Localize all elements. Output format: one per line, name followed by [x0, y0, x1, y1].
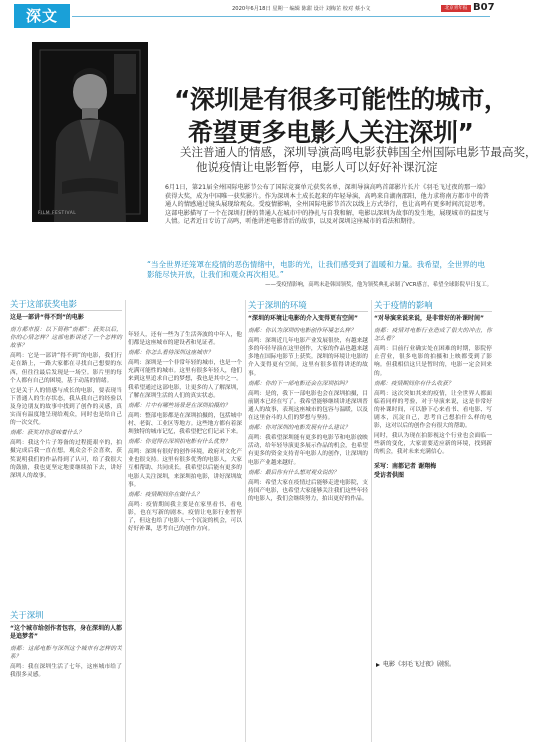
section-heading: 关于这部获奖电影	[10, 300, 122, 311]
pull-quote-attribution: ——受疫情影响，高鸣未赴韩国领奖，他为领奖典礼录制了VCR感言，希望全球影院早日复工。	[265, 281, 492, 288]
section-heading: 关于深圳	[10, 611, 122, 622]
question: 南都：片中有哪些场景是在深圳拍摄的？	[128, 402, 231, 409]
edition-badge: 北京青年报	[441, 5, 471, 12]
answer: 高鸣：我这个片子筹备的过程挺艰辛的，拍摄完成后我一直在想，观众会不会喜欢，获奖说明我们的作品得到了认可，给了我很大的鼓励，我也更坚定地要继续拍下去，讲好深圳人的故事。	[10, 440, 122, 479]
answer: 高鸣：是的，我下一部电影也会在深圳拍摄，目前剧本已经在写了。我希望能够继续讲述深圳普通人的故事，表现这座城市的包容与温暖，以及在这里奋斗的人们的梦想与坚持。	[248, 390, 368, 422]
header-meta: 2020年6月18日 星期一 编辑 陈甜 设计 刘梅芷 校对 蔡小文	[232, 6, 371, 12]
question: 南都：你的下一部电影还会在深圳拍吗？	[248, 380, 351, 387]
question: 南都：你怎么看待深圳这座城市？	[128, 350, 214, 357]
pull-quote-text: “当全世界还笼罩在疫情的恶伤情绪中，电影的光，让我们感受到了温暖和力量。我希望，全世界的电影能尽快开放，让我们和观众再次相见。”	[147, 260, 486, 279]
section-heading: 关于深圳的环境	[248, 301, 368, 312]
question: 南都：获奖对你意味着什么？	[10, 430, 84, 437]
article-column-1	[10, 300, 122, 482]
header-rule	[72, 16, 490, 17]
intro-paragraph: 6月1日，第21届全州国际电影节公布了国际竞赛单元获奖名单，深圳导演高鸣首部影片长片《羽毛飞过夜的那一端》获得大奖，成为中国唯一获奖影片。作为深圳本土成长起来的年轻导演，高鸣来自湖南邵阳，他力求将南方都市中的普通人的情感通过镜头展现给观众。受疫情影响，全州国际电影节首次以线上方式举行，也让高鸣有更多时间沉淀思考。这部电影描写了一个在深圳打拼的普通人在城市中的挣扎与自我和解，电影以深圳为故事的发生地，展现城市的温度与人情。记者近日专访了高鸣，听他讲述电影背后的故事，以及对深圳这座城市的看法和期待。	[165, 184, 489, 226]
question: 南都：你觉得在深圳拍电影有什么优势？	[128, 439, 231, 446]
subheadline-line-1: 关注普通人的情感，深圳导演高鸣电影获韩国全州国际电影节最高奖，	[180, 145, 537, 159]
article-column-3	[248, 301, 368, 505]
answer: 它是关于人的情感与成长的电影，要表现当下普通人的生存状态，我从我自己的经验以及身边朋友的故事中找到了创作的灵感，真实而有温度地呈现给观众，同时也是给自己的一次交代。	[10, 387, 122, 427]
question: 南方都市报：以下简称“南都”：获奖以后，你的心情怎样？这部电影讲述了一个怎样的故事？	[10, 327, 122, 350]
subheadline-line-2: 他说疫情让电影暂停，电影人可以好好补课沉淀	[196, 160, 438, 174]
credits	[374, 462, 492, 480]
article-column-4	[374, 301, 492, 480]
answer: 高鸣：这次突如其来的疫情，让全世界人都面临着同样的考验，对于导演来说，这是非常好的补课时间，可以静下心来看书、看电影、写剧本，沉淀自己，思考自己想拍什么样的电影，这对以后的创作会有很大的帮助。	[374, 390, 492, 430]
answer: 高鸣：它是一部讲“得不到”的电影，我们行走在路上，一路大家都在寻找自己想要的东西，但往往最后发现是一场空。影片里的每个人都有自己的困境，基于动荡的情绪。	[10, 353, 122, 384]
answer: 年轻人，还有一些为了生活奔波的中年人，他们都是这座城市的建设者和见证者。	[128, 332, 242, 347]
answer: 高鸣：整部电影都是在深圳拍摄的，包括城中村、老街、工业区等地方。这些地方都有着深圳独特的城市记忆，我希望把它们记录下来。	[128, 412, 242, 436]
article-column-1b	[10, 611, 122, 681]
still-caption-text: 电影《羽毛飞过夜》剧照。	[383, 661, 456, 668]
question: 南都：你认为深圳的电影创作环境怎么样？	[248, 328, 357, 335]
answer: 高鸣：我在深圳生活了七年，这座城市给了我很多灵感。	[10, 664, 122, 679]
photo-caption: FILM FESTIVAL	[38, 211, 77, 216]
portrait-illustration	[32, 42, 148, 222]
question: 南都：疫情期间你在做什么？	[128, 491, 202, 498]
headline-line-2: 希望更多电影人关注深圳”	[188, 118, 474, 147]
section-heading: 关于疫情的影响	[374, 301, 492, 312]
column-divider	[371, 300, 372, 742]
article-column-2	[128, 331, 242, 535]
answer: 高鸣：希望大家在疫情过后能够走进电影院，支持国产电影，也希望大家能够关注我们这些年轻的电影人，我们会继续努力，拍出更好的作品。	[248, 479, 368, 502]
column-divider	[245, 300, 246, 742]
answer: 高鸣：我希望深圳能有更多的电影节和电影放映活动，给年轻导演更多展示作品的机会，也希望有更多的资金支持青年电影人的创作，让深圳的电影产业越来越好。	[248, 435, 368, 466]
question: 南都：最后你有什么想对观众说的？	[248, 469, 339, 476]
answer: 高鸣：深圳是一个非常年轻的城市，也是一个充满可能性的城市。这里有很多年轻人，他们来到这里追求自己的梦想，我也是其中之一。我希望通过这部电影，让更多的人了解深圳，了解在深圳生活的人们的真实状态。	[128, 360, 242, 399]
section-subheading: 这是一部讲“得不到”的电影	[10, 314, 84, 322]
answer: 高鸣：深圳有很好的创作环境，政府对文化产业也很支持。这里有很多优秀的电影人，大家互相帮助、共同成长。我希望以后能有更多的电影人关注深圳，来深圳拍电影，讲好深圳故事。	[128, 449, 242, 488]
answer: 高鸣：深圳近几年电影产业发展很快，有越来越多的年轻导演在这里创作，大家的作品也越来越多地在国际电影节上获奖。深圳的环境让电影的介入变得更有空间，这里有很多值得讲述的故事。	[248, 338, 368, 377]
question: 南都：这部电影与深圳这个城市有怎样的关系？	[10, 646, 122, 661]
section-subheading: “深圳的环境让电影的介入变得更有空间”	[248, 315, 358, 323]
answer: 高鸣：目前行业确实处在困难的时期，影院停止营业，很多电影的拍摄和上映都受到了影响。但我相信这只是暂时的，电影一定会回来的。	[374, 346, 492, 377]
answer: 高鸣：疫情期间我主要是在家里看书、看电影，也在写新的剧本。疫情让电影行业暂停了，但这也给了电影人一个沉淀的机会，可以好好补课，思考自己的创作方向。	[128, 501, 242, 533]
headline-line-1: “深圳是有很多可能性的城市，	[174, 85, 509, 114]
question: 南都：疫情对电影行业造成了很大的冲击，你怎么看？	[374, 328, 492, 343]
column-divider	[125, 300, 126, 742]
section-tag: 深文	[14, 4, 70, 28]
still-caption	[376, 659, 455, 668]
writer-credit: 采写：南都记者 谢翔梅	[374, 462, 437, 470]
pull-quote	[147, 260, 492, 289]
page-number: B07	[473, 2, 495, 13]
answer: 同时，我认为现在拍影视这个行业也会面临一些新的变化，大家需要适应新的环境，找到新的机会，我对未来充满信心。	[374, 433, 492, 456]
section-subheading: “这个城市给创作者包容，身在深圳的人都是追梦者”	[10, 625, 122, 641]
photo-credit: 受访者供图	[374, 471, 405, 479]
play-triangle-icon	[376, 663, 380, 667]
question: 南都：你对深圳的电影发展有什么建议？	[248, 425, 351, 432]
director-portrait-photo	[32, 42, 148, 222]
section-subheading: “对导演来说来说，是非常好的补课时间”	[374, 315, 484, 323]
question: 南都：疫情期间你有什么收获？	[374, 380, 454, 387]
